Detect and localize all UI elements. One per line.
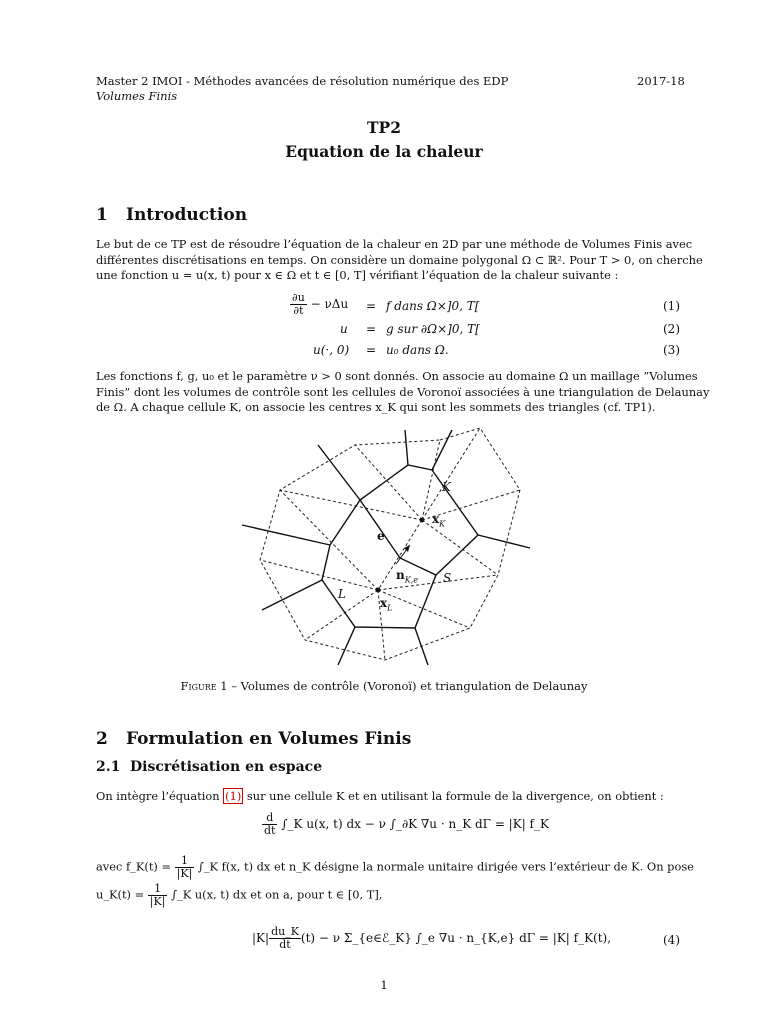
equation-4-number: (4) [663,933,680,947]
fraction: $\frac{1}{|K|}$ [176,854,193,880]
equation-3-number: (3) [663,343,680,357]
center-xK-point [420,518,425,523]
delaunay-edge [280,490,422,520]
normal-vector-arrowhead [404,545,410,552]
subsection-2-1-title: Discrétisation en espace [130,759,323,775]
label-S: S [443,571,452,585]
para-line: une fonction u = u(x, t) pour x ∈ Ω et t ∈ [0, T] vérifiant l’équation de la chaleur suivante : [96,268,619,282]
para-line: différentes discrétisations en temps. On considère un domaine polygonal Ω ⊂ ℝ². Pour T > 0, on cherche [96,252,703,267]
equation-2-lhs: u [340,322,348,336]
label-nKe: $n_{K,e}$ [396,568,418,585]
delaunay-edge [260,560,378,590]
section-2-title: Formulation en Volumes Finis [126,729,412,749]
section-2-paragraph-2-line-2: u_K(t) = $\frac{1}{|K|}$ ∫_K u(x, t) dx et on a, pour t ∈ [0, T], [96,882,383,908]
section-1-title: Introduction [126,205,248,225]
label-xK: $x_K$ [432,512,446,529]
subsection-2-1-number: 2.1 [96,759,121,775]
section-1-paragraph-2 [96,369,710,416]
delaunay-edge [355,445,422,520]
para-line: Les fonctions f, g, u₀ et le paramètre ν > 0 sont donnés. On associe au domaine Ω un maillage ”Volumes [96,369,698,383]
fraction: $\frac{1}{|K|}$ [149,882,166,908]
label-e: e [377,529,385,543]
equation-1-rhs: f dans Ω×]0, T[ [386,299,480,313]
subsection-2-1-heading [96,759,322,775]
voronoi-cell-L [322,500,436,628]
page-number: 1 [380,978,388,992]
label-xL: $x_L$ [380,596,393,613]
voronoi-edge [318,445,360,500]
equation-1-lhs: $\frac{\partial u}{\partial t}$ − νΔu [292,291,349,317]
figure-caption [0,679,768,693]
equation-3-rhs: u₀ dans Ω. [386,343,449,357]
equation-3-equals: = [366,343,377,357]
equation-2-equals: = [366,322,377,336]
voronoi-edge [415,628,428,665]
voronoi-edge [432,430,452,470]
equation-integral: $\frac{d}{dt}$ ∫_K u(x, t) dx − ν ∫_∂K ∇u · n_K dΓ = |K| f_K [264,811,549,837]
voronoi-cell-K [360,465,478,575]
equation-2-number: (2) [663,322,680,336]
figure-caption-text: – Volumes de contrôle (Voronoï) et triangulation de Delaunay [227,679,588,693]
voronoi-edge [405,430,408,465]
equation-2-rhs: g sur ∂Ω×]0, T[ [386,322,480,336]
section-2-paragraph-2-line-1: avec f_K(t) = $\frac{1}{|K|}$ ∫_K f(x, t) dx et n_K désigne la normale unitaire dirigée vers l’extérieur de K. On pose [96,854,694,880]
equation-reference-link[interactable]: (1) [225,789,242,803]
equation-1-number: (1) [663,299,680,313]
fraction: $\frac{du\_K}{dt}$ [271,925,299,951]
voronoi-edge [478,535,530,548]
equation-1-equals: = [366,299,377,313]
figure-caption-prefix: Figure 1 [180,679,228,693]
header-course: Master 2 IMOI - Méthodes avancées de résolution numérique des EDP [96,74,509,88]
header-subtitle: Volumes Finis [96,89,178,103]
section-1-paragraph-1 [96,237,703,284]
voronoi-edge [338,627,355,665]
fraction: $\frac{d}{dt}$ [264,811,276,837]
section-2-number: 2 [96,729,108,749]
para-line: Le but de ce TP est de résoudre l’équation de la chaleur en 2D par une méthode de Volumes Finis avec [96,237,693,251]
para-line: de Ω. A chaque cellule K, on associe les centres x_K qui sont les sommets des triangles (cf. TP1). [96,400,656,414]
section-1-heading [96,205,247,225]
header-year: 2017-18 [637,74,685,88]
voronoi-delaunay-figure [230,420,540,670]
label-K: K [442,480,451,494]
section-2-heading [96,729,411,749]
equation-4: |K| $\frac{du\_K}{dt}$ (t) − ν Σ_{e∈ℰ_K} ∫_e ∇u · n_{K,e} dΓ = |K| f_K(t), [252,925,612,951]
section-1-number: 1 [96,205,108,225]
para-line: Finis” dont les volumes de contrôle sont les cellules de Voronoï associées à une triangulation de Delaunay [96,384,710,399]
delaunay-edge [422,428,480,520]
title-tp: TP2 [367,118,401,137]
voronoi-edge [262,580,322,610]
fraction: $\frac{\partial u}{\partial t}$ [292,291,305,317]
center-xL-point [376,588,381,593]
title-main: Equation de la chaleur [285,142,483,161]
voronoi-edges [242,430,530,665]
label-L: L [338,587,346,601]
voronoi-edge [242,525,330,545]
equation-3-lhs: u(·, 0) [313,343,350,357]
delaunay-edge [422,440,440,520]
section-2-paragraph-1: On intègre l’équation (1) sur une cellule K et en utilisant la formule de la divergence, on obtient : [96,789,664,803]
